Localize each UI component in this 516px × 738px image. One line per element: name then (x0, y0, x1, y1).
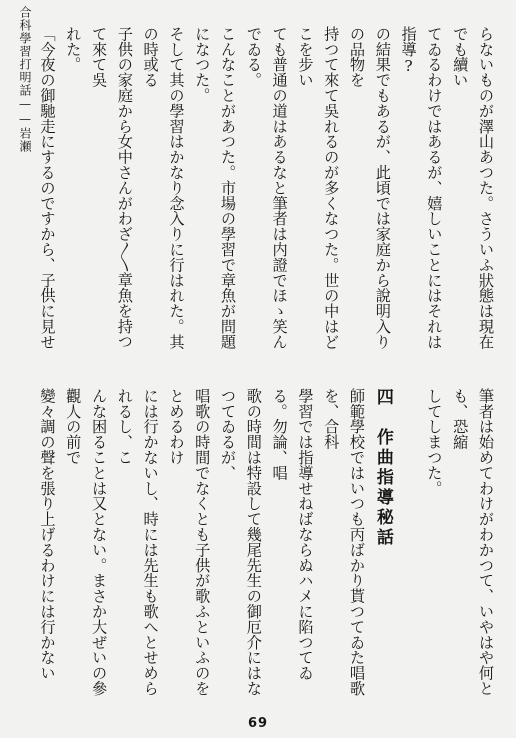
text-line: には行かないし、時には先生も歌へとせめられるし、こ (115, 388, 160, 696)
text-line: ても普通の道はあるなと筆者は内證でほゝ笑んでゐる。 (244, 26, 289, 350)
text-line: 筆者は始めてわけがわかつて、いやはや何とも、恐縮 (451, 388, 495, 696)
text-line: 子供の家庭から女中さんがわざ〳〵章魚を持つて來て吳 (90, 26, 134, 350)
text-line: こんなことがあつた。市場の學習で章魚が問題になつた。 (193, 26, 238, 350)
text-line: 歌の時間は特設して幾尾先生の御厄介にはなつてゐるが、 (219, 388, 263, 696)
text-line: 唱歌の時間でなくとも子供が歌ふといふのをとめるわけ (167, 388, 212, 696)
text-line: らないものが澤山あつた。さういふ狀態は現在でも續い (451, 26, 495, 350)
text-line: 變々調の聲を張り上げるわけには行かない (38, 388, 57, 681)
text-line: 持つて來て吳れるのが多くなつた。世の中はどこを步い (296, 26, 341, 350)
blank-line (395, 388, 421, 706)
text-line: 「今夜の御馳走にするのですから、子供に見せ (38, 26, 57, 350)
block-divider (40, 364, 498, 365)
running-head: 合科學習打明話——岩瀬 (18, 6, 32, 153)
upper-text-block (30, 26, 498, 352)
text-line: の結果でもあるが、此頃では家庭から說明入りの品物を (348, 26, 392, 350)
text-line: んな困ることは又とない。まさか大ぜいの參觀人の前で (64, 388, 109, 696)
text-line: 師範學校ではいつも丙ばかり貰つてゐた唱歌を、合科 (322, 388, 367, 696)
text-line: れた。 (64, 26, 83, 73)
text-line: してしまつた。 (425, 388, 444, 496)
lower-text-block (30, 388, 498, 706)
text-line: てゐるわけではあるが、嬉しいことにはそれは指導? (399, 26, 444, 350)
page-number: 69 (247, 716, 269, 731)
section-heading: 四 作曲指導秘話 (372, 388, 393, 548)
text-line: 學習では指導せねばならぬハメに陷つてゐる。勿論、唱 (270, 388, 315, 681)
text-line: そして其の學習はかなり念入りに行はれた。其の時或る (141, 26, 186, 350)
